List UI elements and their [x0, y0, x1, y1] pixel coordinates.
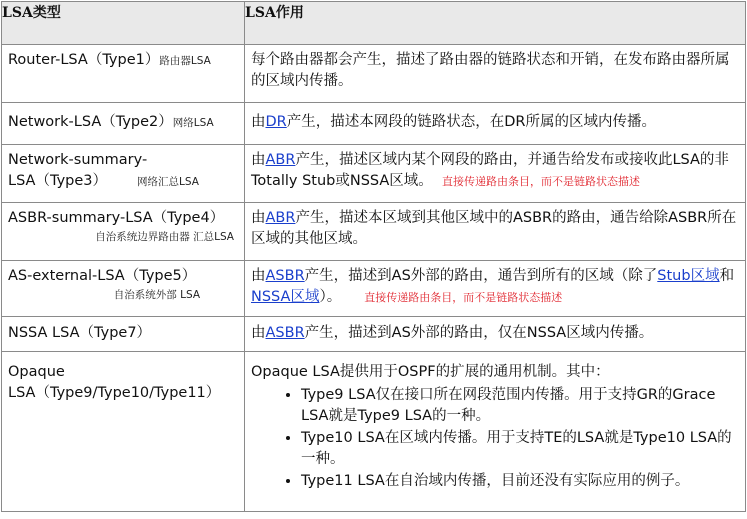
lsa-type-name: AS-external-LSA（Type5）: [8, 268, 197, 284]
lsa-description: [245, 103, 745, 133]
opaque-intro: Opaque LSA提供用于OSPF的扩展的通用机制。其中：: [251, 364, 610, 380]
desc-text: ）。: [319, 289, 342, 305]
lsa-type-subtitle: 自治系统外部 LSA: [113, 289, 200, 301]
lsa-description: [245, 317, 745, 344]
lsa-type-name-line1: Network-summary-: [8, 152, 148, 168]
lsa-type-subtitle: 网络汇总LSA: [137, 176, 199, 188]
desc-text: 产生，描述本网段的链路状态，在DR所属的区域内传播。: [286, 114, 656, 130]
table-row: [2, 203, 746, 261]
lsa-type-cell: [2, 45, 245, 103]
lsa-type-cell: [2, 103, 245, 145]
nssa-area-link[interactable]: NSSA区域: [251, 289, 320, 305]
desc-text: 产生，描述到AS外部的路由，通告到所有的区域（除了: [304, 268, 658, 284]
dr-link[interactable]: DR: [265, 114, 287, 130]
lsa-type-name-line2: LSA（Type9/Type10/Type11）: [8, 385, 221, 401]
header-lsa-type: LSA类型: [2, 2, 245, 45]
lsa-description: 每个路由器都会产生，描述了路由器的链路状态和开销，在发布路由器所属的区域内传播。: [251, 52, 730, 89]
table-row: [2, 261, 746, 317]
desc-text: 由: [251, 114, 266, 130]
lsa-function-cell: [245, 317, 746, 352]
lsa-type-cell: [2, 261, 245, 317]
desc-text: 由: [251, 268, 266, 284]
header-lsa-function: LSA作用: [245, 2, 746, 45]
lsa-type-name: Router-LSA（Type1）: [8, 52, 160, 68]
asbr-link[interactable]: ASBR: [265, 325, 305, 341]
table-row: [2, 103, 746, 145]
header-row: [2, 2, 746, 45]
lsa-type-subtitle: 自治系统边界路由器 汇总LSA: [95, 231, 234, 243]
lsa-type-cell: [2, 203, 245, 261]
table-row: [2, 145, 746, 203]
lsa-type-name: NSSA LSA（Type7）: [8, 325, 152, 341]
list-item: • Type9 LSA仅在接口所在网段范围内传播。用于支持GR的Grace LSA就是Type9 LSA的一种。: [301, 385, 739, 427]
lsa-type-subtitle: 网络LSA: [172, 117, 214, 129]
lsa-table: [1, 1, 746, 512]
lsa-function-cell: [245, 45, 746, 103]
asbr-link[interactable]: ASBR: [265, 268, 305, 284]
table-row: [2, 317, 746, 352]
lsa-type-subtitle: 路由器LSA: [159, 55, 211, 67]
lsa-function-cell: [245, 261, 746, 317]
desc-text: 产生，描述到AS外部的路由，仅在NSSA区域内传播。: [304, 325, 654, 341]
lsa-description: [245, 261, 745, 308]
desc-text: 产生，描述区域内某个网段的路由，并通告给发布或接收此LSA的非Totally Stub或NSSA区域。: [251, 152, 729, 189]
desc-text: 由: [251, 210, 266, 226]
lsa-description: [245, 145, 745, 192]
abr-link[interactable]: ABR: [265, 210, 296, 226]
lsa-type-name: Network-LSA（Type2）: [8, 114, 173, 130]
desc-text: 由: [251, 325, 266, 341]
desc-text: 由: [251, 152, 266, 168]
desc-text: 产生，描述本区域到其他区域中的ASBR的路由，通告给除ASBR所在区域的其他区域。: [251, 210, 737, 247]
table-row: [2, 45, 746, 103]
lsa-type-cell: [2, 317, 245, 352]
lsa-function-cell: [245, 203, 746, 261]
lsa-description: [245, 203, 745, 250]
list-item: • Type11 LSA在自治域内传播，目前还没有实际应用的例子。: [301, 471, 739, 492]
lsa-type-cell: [2, 145, 245, 203]
list-item: • Type10 LSA在区域内传播。用于支持TE的LSA就是Type10 LSA的一种。: [301, 428, 739, 470]
lsa-function-cell: [245, 145, 746, 203]
lsa-type-name-line2: LSA（Type3）: [8, 173, 108, 189]
annotation-note: 直接传递路由条目，而不是链路状态描述: [442, 175, 641, 188]
table-row: [2, 352, 746, 512]
desc-text: 和: [719, 268, 735, 284]
stub-area-link[interactable]: Stub区域: [657, 268, 720, 284]
lsa-type-cell: [2, 352, 245, 512]
abr-link[interactable]: ABR: [265, 152, 296, 168]
lsa-function-cell: [245, 352, 746, 512]
opaque-bullet-list: [251, 385, 739, 492]
annotation-note: 直接传递路由条目，而不是链路状态描述: [364, 291, 563, 304]
lsa-type-name: ASBR-summary-LSA（Type4）: [8, 210, 225, 226]
lsa-function-cell: [245, 103, 746, 145]
lsa-type-name-line1: Opaque: [8, 364, 65, 380]
